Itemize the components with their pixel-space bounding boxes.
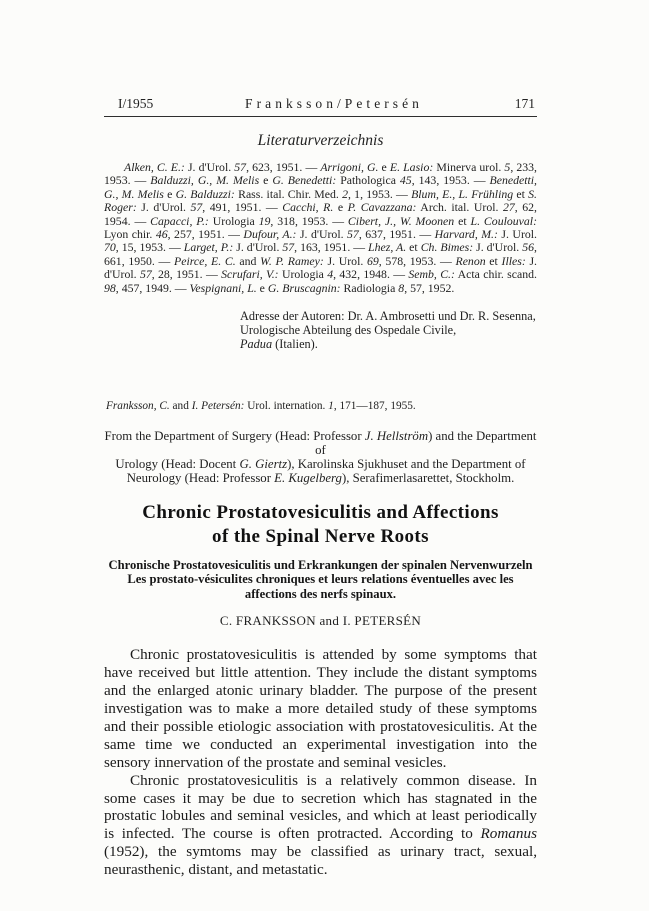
body-paragraph-2 <box>104 772 537 879</box>
text-segment: and <box>169 400 192 413</box>
text-segment: Chronic prostatovesiculitis is attended by some symptoms that have received but little attention. They include the distant symptoms and the enlarged atonic urinary bladder. The purpose of the present investigation was to make a more detailed study of these symptoms and their possible etiologic association with prostatovesiculitis. At the same time we conducted an experimental investigation into the sensory innervation of the prostate and seminal vesicles. <box>104 646 537 771</box>
text-segment: 45 <box>399 173 412 188</box>
text-segment: (1952), the symtoms may be classified as urinary tract, sexual, neurasthenic, distant, and metastatic. <box>104 843 537 879</box>
text-segment: Adresse der Autoren: Dr. A. Ambrosetti und Dr. R. Sesenna, <box>240 309 536 324</box>
text-segment: Pathologica <box>336 173 400 188</box>
text-segment: et <box>485 253 502 268</box>
text-segment: G. Bruscagnin: <box>267 280 341 295</box>
text-segment: 57 <box>190 200 203 215</box>
text-segment: , 1, 1953. — <box>348 186 412 201</box>
page-header <box>104 96 537 117</box>
text-segment: , 15, 1953. — <box>115 240 184 255</box>
text-segment: I. Petersén: <box>191 400 245 413</box>
text-segment: e <box>163 186 176 201</box>
text-segment: P. Cavazzana: <box>347 200 417 215</box>
text-segment: 56 <box>522 240 535 255</box>
text-segment: Larget, P.: <box>183 240 234 255</box>
text-segment: Urologia <box>208 213 259 228</box>
text-segment: Lyon chir. <box>104 227 156 242</box>
text-segment: , 457, 1949. — <box>115 280 190 295</box>
text-segment: Romanus <box>480 825 537 843</box>
text-segment: G. Giertz <box>239 457 288 472</box>
text-segment: , 661, 1950. — <box>104 240 537 268</box>
text-segment: , 623, 1951. — <box>246 160 321 174</box>
text-segment: 98 <box>104 280 116 295</box>
text-segment: (Italien). <box>272 336 318 351</box>
text-segment: 19 <box>258 213 271 228</box>
text-segment: , 57, 1952. <box>404 280 455 295</box>
text-segment: Semb, C.: <box>408 267 455 282</box>
text-segment: E. Kugelberg <box>274 471 342 486</box>
text-segment: Rass. ital. Chir. Med. <box>234 186 343 201</box>
text-segment: et <box>454 213 471 228</box>
text-segment: J. d'Urol. <box>184 160 235 174</box>
text-segment: e <box>333 200 348 215</box>
text-segment: J. d'Urol. <box>233 240 283 255</box>
text-segment: ), Serafimerlasarettet, Stockholm. <box>341 471 515 486</box>
text-segment: Dufour, A.: <box>243 227 297 242</box>
text-segment: J. d'Urol. <box>104 253 537 282</box>
article-title <box>104 501 537 548</box>
text-segment: Harvard, M.: <box>434 227 498 242</box>
text-segment: Cacchi, R. <box>282 200 334 215</box>
text-segment: , 491, 1951. — <box>202 200 283 215</box>
text-segment: Franksson, C. <box>106 400 170 413</box>
text-segment: Benedetti, G., M. Melis <box>104 173 538 201</box>
text-segment: 57 <box>139 267 152 282</box>
text-segment: 69 <box>367 253 379 268</box>
text-segment: Cibert, J., W. Moonen <box>347 213 455 228</box>
text-segment: Chronic prostatovesiculitis is a relatively common disease. In some cases it may be due to secretion which has stagnated in the prostatic lobules and seminal vesicles, and which at least periodically is infected. The course is often protracted. According to <box>104 771 537 843</box>
text-segment: Blum, E., L. Frühling <box>411 186 514 201</box>
header-running-title: Franksson/Petersén <box>245 96 423 111</box>
text-segment: , 62, 1954. — <box>104 200 537 228</box>
text-segment: Urol. internation. <box>244 400 329 413</box>
text-segment: G. Benedetti: <box>272 173 337 188</box>
text-segment: , 233, 1953. — <box>104 160 538 188</box>
text-segment: Illes: <box>501 253 526 268</box>
article-authors: C. FRANKSSON and I. PETERSÉN <box>219 613 422 629</box>
text-segment: Urologische Abteilung des Ospedale Civile, <box>240 322 457 337</box>
text-segment: Alken, C. E.: <box>124 160 185 174</box>
text-segment: , 143, 1953. — <box>411 173 490 188</box>
article-title-line: of the Spinal Nerve Roots <box>212 525 429 547</box>
text-segment: J. d'Urol. <box>296 227 348 242</box>
text-segment: e <box>259 173 273 188</box>
text-segment: Urology (Head: Docent <box>115 457 240 472</box>
text-segment: 8 <box>398 280 405 295</box>
text-segment: Lhez, A. <box>368 240 407 255</box>
article-title-line: Chronic Prostatovesiculitis and Affections <box>142 502 499 524</box>
text-segment: 4 <box>327 267 334 282</box>
address-line <box>240 324 537 338</box>
header-issue: I/1955 <box>118 96 154 111</box>
text-segment: , 578, 1953. — <box>378 253 456 268</box>
text-segment: Peirce, E. C. <box>174 253 236 268</box>
text-segment: 1 <box>328 400 334 413</box>
text-segment: Arch. ital. Urol. <box>416 200 503 215</box>
address-line <box>240 338 537 352</box>
header-page-number: 171 <box>514 96 535 111</box>
affiliation-line <box>104 472 537 486</box>
text-segment: 70 <box>104 240 116 255</box>
text-segment: 27 <box>502 200 515 215</box>
text-segment: et <box>406 240 421 255</box>
text-segment: Padua <box>240 336 273 351</box>
text-segment: ) and the Department of <box>315 429 537 458</box>
text-segment: J. d'Urol. <box>473 240 523 255</box>
text-segment: From the Department of Surgery (Head: Professor <box>104 429 365 444</box>
bibliography-title: Literaturverzeichnis <box>257 132 384 149</box>
text-segment: Urologia <box>278 267 328 282</box>
address-line <box>240 310 537 324</box>
text-segment: Renon <box>455 253 486 268</box>
text-segment: L. Coulouval: <box>470 213 538 228</box>
affiliation-line <box>104 458 537 472</box>
article-subtitle <box>104 558 537 601</box>
text-segment: E. Lasio: <box>389 160 434 174</box>
text-segment: Radiologia <box>340 280 399 295</box>
text-segment: e <box>378 160 390 174</box>
text-segment: Scrufari, V.: <box>221 267 279 282</box>
article-subtitle-line: affections des nerfs spinaux. <box>244 586 397 601</box>
text-segment: , 171—187, 1955. <box>333 400 416 413</box>
authors-address-block <box>240 310 537 351</box>
text-segment: 57 <box>282 240 295 255</box>
text-segment: J. Hellström <box>364 429 429 444</box>
affiliation-line <box>104 430 537 458</box>
text-segment: J. Urol. <box>497 227 537 242</box>
text-segment: 57 <box>234 160 247 174</box>
text-segment: , 257, 1951. — <box>167 227 244 242</box>
text-segment: Neurology (Head: Professor <box>126 471 275 486</box>
article-subtitle-line: Les prostato-vésiculites chroniques et leurs relations éventuelles avec les <box>127 572 514 587</box>
text-segment: 57 <box>347 227 359 242</box>
body-paragraph-1 <box>104 646 537 771</box>
text-segment: J. d'Urol. <box>136 200 191 215</box>
text-segment: , 318, 1953. — <box>270 213 348 228</box>
text-segment: 5 <box>504 160 511 174</box>
text-segment: , 432, 1948. — <box>333 267 409 282</box>
text-segment: G. Balduzzi: <box>175 186 235 201</box>
text-segment: e <box>256 280 268 295</box>
text-segment: Ch. Bimes: <box>420 240 474 255</box>
text-segment: et <box>513 186 529 201</box>
text-segment: Minerva urol. <box>433 160 505 174</box>
text-segment: 2 <box>342 186 348 201</box>
text-segment: Capacci, P.: <box>150 213 209 228</box>
affiliation-block <box>104 430 537 486</box>
text-segment: Acta chir. scand. <box>454 267 537 282</box>
text-segment: , 637, 1951. — <box>358 227 435 242</box>
bibliography-paragraph <box>104 161 537 295</box>
text-segment: Vespignani, L. <box>189 280 257 295</box>
text-segment: 46 <box>155 227 168 242</box>
text-segment: Arrigoni, G. <box>320 160 379 174</box>
text-segment: Balduzzi, G., M. Melis <box>150 173 260 188</box>
text-segment: S. Roger: <box>104 186 538 215</box>
text-segment: , 163, 1951. — <box>294 240 369 255</box>
text-segment: J. Urol. <box>323 253 367 268</box>
citation-line <box>106 400 537 412</box>
text-segment: , 28, 1951. — <box>151 267 222 282</box>
text-segment: and <box>235 253 261 268</box>
text-segment: ), Karolinska Sjukhuset and the Department of <box>287 457 526 472</box>
text-segment: W. P. Ramey: <box>260 253 324 268</box>
article-subtitle-line: Chronische Prostatovesiculitis und Erkrankungen der spinalen Nervenwurzeln <box>108 558 533 573</box>
